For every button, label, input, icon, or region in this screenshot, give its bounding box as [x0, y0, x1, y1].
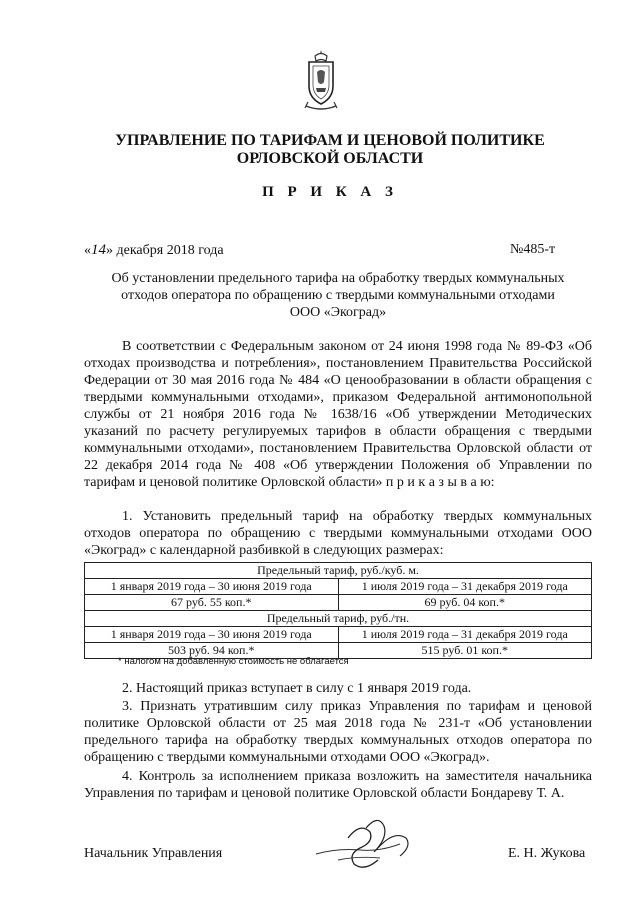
org-title-line1: УПРАВЛЕНИЕ ПО ТАРИФАМ И ЦЕНОВОЙ ПОЛИТИКЕ: [115, 132, 545, 149]
subject-line: отходов оператора по обращению с твердыми коммунальными отходами: [121, 288, 555, 303]
org-title-line2: ОРЛОВСКОЙ ОБЛАСТИ: [236, 150, 424, 167]
document-type: П Р И К А З: [262, 184, 398, 200]
item-1-paragraph: 1. Установить предельный тариф на обработку твердых коммунальных отходов оператора по обращению с твердыми коммунальными отходами ООО «Экоград» с календарной разбивкой в следующих размерах:: [84, 509, 592, 558]
item-2-paragraph: 2. Настоящий приказ вступает в силу с 1 января 2019 года.: [122, 681, 472, 696]
handwritten-signature-icon: [308, 808, 428, 880]
coat-of-arms-icon: [302, 48, 340, 114]
table-period-cell: 1 января 2019 года – 30 июня 2019 года: [85, 627, 339, 643]
order-number: №485-т: [510, 242, 556, 257]
order-date: [84, 242, 224, 259]
item-4-paragraph: 4. Контроль за исполнением приказа возложить на заместителя начальника Управления по тарифам и ценовой политике Орловской области Бондареву Т. А.: [84, 769, 592, 801]
table-period-cell: 1 января 2019 года – 30 июня 2019 года: [85, 579, 339, 595]
tariff-table: [84, 562, 592, 659]
table-footnote: * налогом на добавленную стоимость не облагается: [118, 656, 349, 667]
item-3-paragraph: 3. Признать утратившим силу приказ Управления по тарифам и ценовой политике Орловской области от 25 мая 2018 года № 231-т «Об установлении предельного тарифа на обработку твердых коммунальных отходов оператора по обращению с твердыми коммунальными отходами ООО «Экоград».: [84, 699, 592, 765]
table-section-title: Предельный тариф, руб./куб. м.: [85, 563, 592, 579]
subject-line: ООО «Экоград»: [289, 305, 387, 320]
table-period-cell: 1 июля 2019 года – 31 декабря 2019 года: [338, 579, 592, 595]
signatory-position: Начальник Управления: [84, 846, 223, 861]
table-row: [85, 579, 592, 595]
table-value-cell: 503 руб. 94 коп.*: [85, 643, 339, 659]
order-subject: [84, 270, 592, 321]
signatory-name: Е. Н. Жукова: [508, 846, 586, 861]
table-row: [85, 563, 592, 579]
table-period-cell: 1 июля 2019 года – 31 декабря 2019 года: [338, 627, 592, 643]
date-day: 14: [91, 242, 106, 258]
subject-line: Об установлении предельного тарифа на обработку твердых коммунальных: [111, 271, 565, 286]
table-row: [85, 595, 592, 611]
table-value-cell: 515 руб. 01 коп.*: [338, 643, 592, 659]
preamble-paragraph: В соответствии с Федеральным законом от 24 июня 1998 года № 89-ФЗ «Об отходах производства и потребления», постановлением Правительства Российской Федерации от 30 мая 2016 года № 484 «О ценообразовании в области обращения с твердыми коммунальными отходами», приказом Федеральной антимонопольной службы от 21 ноября 2016 года № 1638/16 «Об утверждении Методических указаний по расчету регулируемых тарифов в области обращения с твердыми коммунальными отходами», постановлением Правительства Орловской области от 22 декабря 2014 года № 408 «Об утверждении Положения об Управлении по тарифам и ценовой политике Орловской области» п р и к а з ы в а ю:: [84, 339, 592, 490]
table-section-title: Предельный тариф, руб./тн.: [85, 611, 592, 627]
table-value-cell: 67 руб. 55 коп.*: [85, 595, 339, 611]
table-value-cell: 69 руб. 04 коп.*: [338, 595, 592, 611]
date-open-quote: «: [84, 243, 91, 258]
table-row: [85, 627, 592, 643]
date-rest: » декабря 2018 года: [106, 243, 224, 258]
table-row: [85, 611, 592, 627]
